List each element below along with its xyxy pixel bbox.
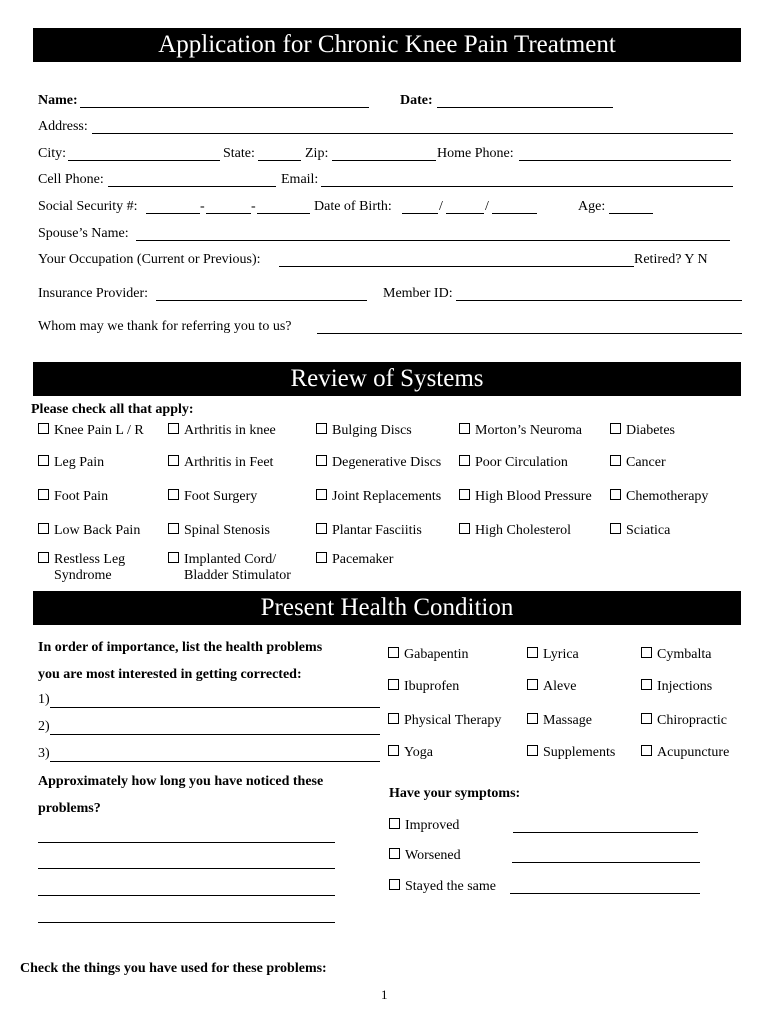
checkbox[interactable] [459,489,470,500]
checkbox[interactable] [527,647,538,658]
ssn-field-3[interactable] [257,213,310,214]
checkbox[interactable] [168,489,179,500]
checkbox-label: Restless Leg [54,552,126,567]
problem-field-2[interactable] [50,734,380,735]
checkbox[interactable] [316,523,327,534]
checkbox-label: Lyrica [543,647,579,662]
checkbox-option[interactable] [316,523,422,539]
checkbox[interactable] [527,745,538,756]
duration-prompt: problems? [38,801,101,816]
checkbox-option[interactable] [389,879,496,895]
checkbox-option[interactable] [316,489,441,505]
zip-field[interactable] [332,160,436,161]
symptoms-prompt: Have your symptoms: [389,786,521,801]
problem-number: 3) [38,746,50,761]
symptom-detail-field[interactable] [512,862,700,863]
symptom-detail-field[interactable] [513,832,698,833]
checkbox-label: Cancer [626,455,666,470]
zip-label: Zip: [305,146,329,161]
checkbox-label: Leg Pain [54,455,105,470]
duration-field-2[interactable] [38,868,335,869]
address-field[interactable] [92,133,733,134]
checkbox-option[interactable] [168,552,291,584]
used-things-prompt: Check the things you have used for these problems: [20,961,327,976]
checkbox[interactable] [316,423,327,434]
checkbox-option[interactable] [527,713,592,729]
duration-prompt: Approximately how long you have noticed these [38,774,324,789]
checkbox-option[interactable] [38,489,108,505]
date-field[interactable] [437,107,613,108]
dob-year-field[interactable] [492,213,537,214]
dob-day-field[interactable] [446,213,484,214]
checkbox[interactable] [527,713,538,724]
checkbox-label: Yoga [404,745,433,760]
list-problems-prompt: In order of importance, list the health problems [38,640,323,655]
checkbox-option[interactable] [388,713,501,729]
name-field[interactable] [80,107,369,108]
checkbox[interactable] [641,647,652,658]
checkbox[interactable] [316,552,327,563]
checkbox-option[interactable] [388,745,433,761]
checkbox-label: Physical Therapy [404,713,502,728]
member-id-label: Member ID: [383,286,453,301]
checkbox-option[interactable] [389,848,461,864]
checkbox[interactable] [610,523,621,534]
spouse-label: Spouse’s Name: [38,226,129,241]
checkbox-label: Supplements [543,745,616,760]
checkbox[interactable] [388,713,399,724]
checkbox-option[interactable] [316,455,441,471]
checkbox-label: Foot Pain [54,489,109,504]
member-id-field[interactable] [456,300,742,301]
checkbox-option[interactable] [459,423,582,439]
checkbox-label: Morton’s Neuroma [475,423,582,438]
checkbox-option[interactable] [527,647,579,663]
checkbox[interactable] [316,489,327,500]
referral-field[interactable] [317,333,742,334]
checkbox[interactable] [527,679,538,690]
checkbox[interactable] [388,745,399,756]
checkbox-label: Improved [405,818,460,833]
checkbox[interactable] [316,455,327,466]
duration-field-3[interactable] [38,895,335,896]
spouse-field[interactable] [136,240,730,241]
checkbox[interactable] [38,489,49,500]
city-label: City: [38,146,67,161]
date-label: Date: [400,93,433,108]
checkbox[interactable] [389,818,400,829]
checkbox-option[interactable] [610,455,666,471]
checkbox-option[interactable] [316,423,412,439]
checkbox[interactable] [388,679,399,690]
checkbox-label: Low Back Pain [54,523,141,538]
insurance-field[interactable] [156,300,367,301]
checkbox-label: High Cholesterol [475,523,572,538]
checkbox[interactable] [168,423,179,434]
checkbox[interactable] [38,423,49,434]
checkbox-label: Cymbalta [657,647,712,662]
checkbox-option[interactable] [641,679,712,695]
dob-slash: / [439,199,443,214]
checkbox-option[interactable] [38,423,144,439]
checkbox[interactable] [389,879,400,890]
checkbox-label: Knee Pain L / R [54,423,144,438]
checkbox-label: Joint Replacements [332,489,442,504]
name-label: Name: [38,93,78,108]
checkbox-option[interactable] [168,523,270,539]
checkbox[interactable] [610,455,621,466]
checkbox-label: Foot Surgery [184,489,258,504]
city-field[interactable] [68,160,220,161]
checkbox[interactable] [641,713,652,724]
ssn-field-1[interactable] [146,213,200,214]
email-label: Email: [281,172,319,187]
checkbox-label: Pacemaker [332,552,394,567]
dob-label: Date of Birth: [314,199,392,214]
checkbox-option[interactable] [388,679,459,695]
checkbox-option[interactable] [38,455,104,471]
checkbox-label: Arthritis in Feet [184,455,274,470]
duration-field-4[interactable] [38,922,335,923]
checkbox-option[interactable] [38,523,140,539]
checkbox[interactable] [38,552,49,563]
duration-field-1[interactable] [38,842,335,843]
referral-label: Whom may we thank for referring you to us? [38,319,292,334]
checkbox-label: Chiropractic [657,713,727,728]
checkbox-option[interactable] [168,423,276,439]
checkbox[interactable] [38,523,49,534]
checkbox[interactable] [389,848,400,859]
checkbox-label: Worsened [405,848,461,863]
checkbox-label: Bulging Discs [332,423,412,438]
checkbox-option[interactable] [527,679,576,695]
checkbox-option[interactable] [389,818,459,834]
checkbox-option[interactable] [38,552,125,584]
checkbox-label: Injections [657,679,713,694]
checkbox-option[interactable] [168,489,257,505]
occupation-label: Your Occupation (Current or Previous): [38,252,261,267]
checkbox-label-continued: Syndrome [54,568,112,583]
age-field[interactable] [609,213,653,214]
checkbox-option[interactable] [459,489,592,505]
ssn-dash: - [200,199,205,214]
checkbox-label: Plantar Fasciitis [332,523,422,538]
age-label: Age: [578,199,606,214]
symptom-detail-field[interactable] [510,893,700,894]
checkbox-option[interactable] [610,489,708,505]
home-phone-label: Home Phone: [437,146,514,161]
checkbox[interactable] [610,489,621,500]
checkbox-option[interactable] [610,523,670,539]
checkbox[interactable] [459,523,470,534]
ssn-dash: - [251,199,256,214]
problem-number: 1) [38,692,50,707]
checkbox[interactable] [641,679,652,690]
form-title: Application for Chronic Knee Pain Treatment [33,28,741,62]
state-field[interactable] [258,160,301,161]
checkbox-label: Aleve [543,679,577,694]
checkbox[interactable] [459,455,470,466]
checkbox-option[interactable] [168,455,273,471]
checkbox-label: Chemotherapy [626,489,709,504]
checkbox-label-continued: Bladder Stimulator [184,568,291,583]
page-number: 1 [381,987,388,1002]
occupation-field[interactable] [279,266,634,267]
checkbox-option[interactable] [641,713,727,729]
review-of-systems-header: Review of Systems [33,362,741,396]
checkbox[interactable] [388,647,399,658]
cell-phone-field[interactable] [108,186,276,187]
check-all-instruction: Please check all that apply: [31,402,194,417]
checkbox-option[interactable] [316,552,393,568]
retired-question[interactable]: Retired? Y N [634,252,708,267]
address-label: Address: [38,119,88,134]
checkbox[interactable] [168,455,179,466]
checkbox[interactable] [168,552,179,563]
ssn-label: Social Security #: [38,199,138,214]
home-phone-field[interactable] [519,160,731,161]
cell-phone-label: Cell Phone: [38,172,104,187]
checkbox-label: Acupuncture [657,745,730,760]
insurance-label: Insurance Provider: [38,286,149,301]
checkbox-label: Ibuprofen [404,679,460,694]
checkbox-option[interactable] [459,523,571,539]
dob-month-field[interactable] [402,213,438,214]
problem-field-3[interactable] [50,761,380,762]
checkbox-label: Massage [543,713,592,728]
checkbox-label: Diabetes [626,423,675,438]
checkbox-option[interactable] [527,745,615,761]
checkbox-label: Poor Circulation [475,455,568,470]
list-problems-prompt: you are most interested in getting corrected: [38,667,302,682]
checkbox-label: Stayed the same [405,879,496,894]
checkbox-label: Degenerative Discs [332,455,442,470]
state-label: State: [223,146,255,161]
checkbox-option[interactable] [459,455,568,471]
checkbox[interactable] [610,423,621,434]
checkbox-label: Arthritis in knee [184,423,276,438]
checkbox[interactable] [168,523,179,534]
problem-number: 2) [38,719,50,734]
checkbox-option[interactable] [641,745,729,761]
checkbox-label: Sciatica [626,523,671,538]
checkbox-label: Gabapentin [404,647,469,662]
email-field[interactable] [321,186,733,187]
checkbox[interactable] [38,455,49,466]
checkbox-option[interactable] [388,647,469,663]
checkbox-label: Spinal Stenosis [184,523,270,538]
checkbox[interactable] [459,423,470,434]
present-health-header: Present Health Condition [33,591,741,625]
dob-slash: / [485,199,489,214]
checkbox-option[interactable] [641,647,711,663]
checkbox-label: High Blood Pressure [475,489,592,504]
ssn-field-2[interactable] [206,213,251,214]
checkbox-option[interactable] [610,423,675,439]
checkbox[interactable] [641,745,652,756]
problem-field-1[interactable] [50,707,380,708]
checkbox-label: Implanted Cord/ [184,552,277,567]
